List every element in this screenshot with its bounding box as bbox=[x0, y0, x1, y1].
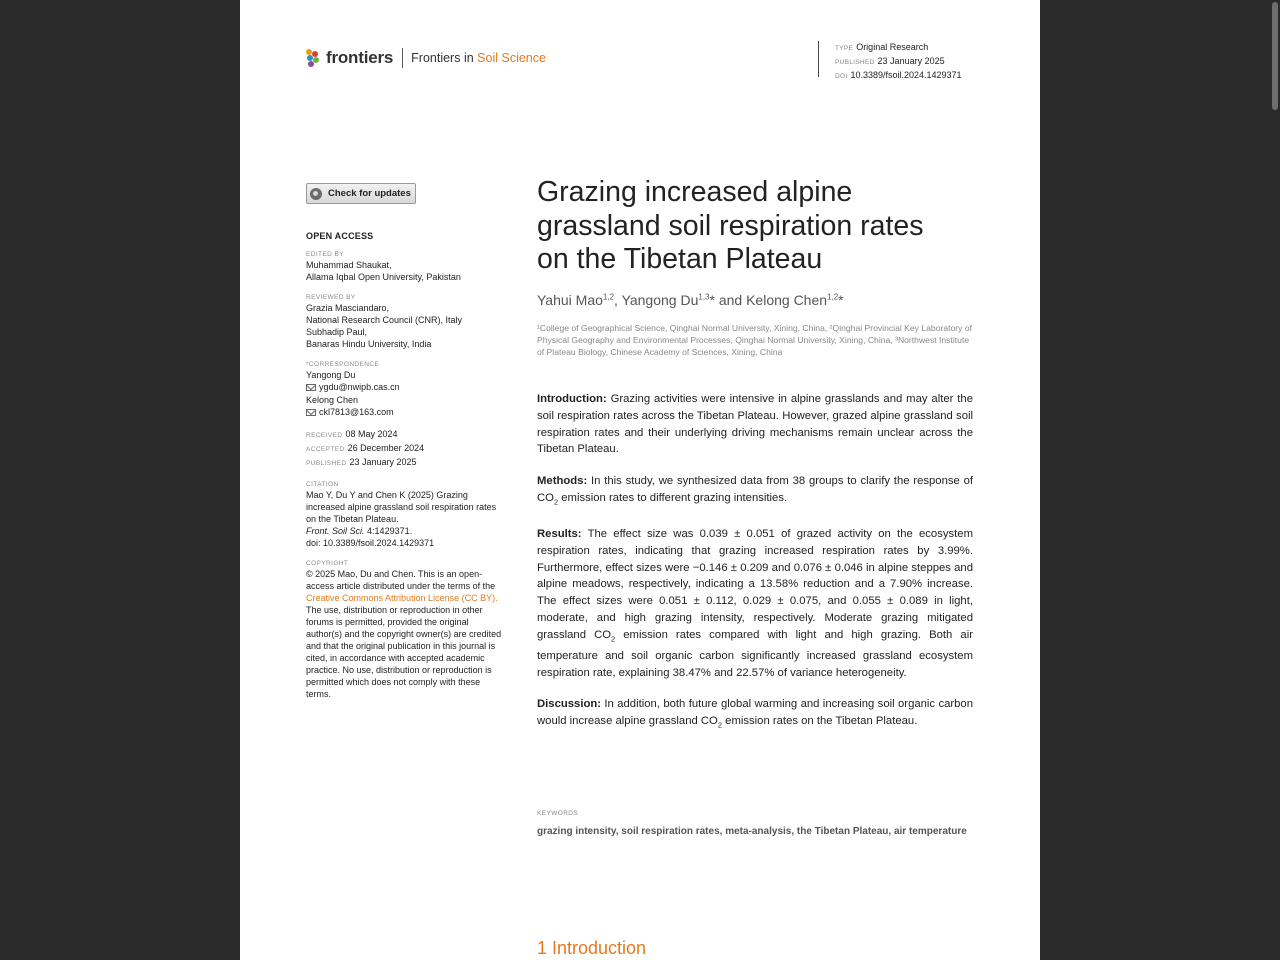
affiliations: ¹College of Geographical Science, Qinghai Normal University, Xining, China, ²Qinghai Provincial Key Laboratory of Physical Geography and Environmental Processes, Qinghai Normal University, Xining, China, ³Northwest Institute of Plateau Biology, Chinese Academy of Sciences, Xining, China bbox=[537, 323, 972, 357]
crossmark-icon bbox=[310, 188, 322, 200]
email-link[interactable]: ygdu@nwipb.cas.cn bbox=[306, 381, 506, 394]
meta-published: PUBLISHED 23 January 2025 bbox=[835, 56, 945, 66]
article-title: Grazing increased alpine grassland soil respiration rates on the Tibetan Plateau bbox=[537, 176, 924, 275]
meta-type: TYPE Original Research bbox=[835, 42, 929, 52]
corresponding-author: Kelong Chen bbox=[306, 394, 359, 405]
copyright-label: COPYRIGHT bbox=[306, 559, 349, 567]
reviewer-name: Subhadip Paul, bbox=[306, 326, 368, 337]
editor-affiliation: Allama Iqbal Open University, Pakistan bbox=[306, 271, 461, 282]
envelope-icon bbox=[306, 409, 316, 416]
dates-block bbox=[306, 428, 506, 470]
author-list: Yahui Mao$^{1,2}$, Yangong Du$^{1,3}$* and Kelong Chen$^{1,2}$* bbox=[537, 292, 844, 308]
reviewer-affiliation: Banaras Hindu University, India bbox=[306, 338, 432, 349]
section-heading: 1 Introduction bbox=[537, 938, 647, 958]
received-date: RECEIVED 08 May 2024 bbox=[306, 428, 398, 439]
article-meta bbox=[818, 41, 962, 80]
keywords: grazing intensity, soil respiration rates, meta-analysis, the Tibetan Plateau, air temperature bbox=[537, 826, 967, 837]
open-access-label: OPEN ACCESS bbox=[306, 230, 374, 241]
logo-wordmark: frontiers bbox=[326, 48, 394, 67]
journal-name: Frontiers in Soil Science bbox=[411, 51, 546, 65]
abstract-introduction: Introduction: Grazing activities were intensive in alpine grasslands and may alter the soil respiration rates across the Tibetan Plateau. However, grazed alpine grassland soil respiration rates and their underlying driving mechanisms remain unclear across the Tibetan Plateau. bbox=[537, 393, 973, 456]
edited-by-label: EDITED BY bbox=[306, 250, 344, 258]
correspondence-label: *CORRESPONDENCE bbox=[306, 360, 380, 368]
published-date: PUBLISHED 23 January 2025 bbox=[306, 456, 417, 467]
reviewer-affiliation: National Research Council (CNR), Italy bbox=[306, 314, 463, 325]
envelope-icon bbox=[306, 384, 316, 391]
abstract-methods: Methods: In this study, we synthesized data from 38 groups to clarify the response of $CO_2$ emission rates to different grazing intensities. bbox=[537, 475, 973, 507]
citation-source: Front. Soil Sci. 4:1429371. bbox=[306, 525, 413, 536]
corresponding-author: Yangong Du bbox=[306, 369, 356, 380]
license-link[interactable]: Creative Commons Attribution License (CC BY). bbox=[306, 592, 498, 603]
accepted-date: ACCEPTED 26 December 2024 bbox=[306, 442, 425, 453]
abstract-results: Results: The effect size was 0.039 ± 0.051 of grazed activity on the ecosystem respiration rates, indicating that grazing increased respiration rates by 3.99%. Furthermore, effect sizes were −0.146 ± 0.209 and 0.076 ± 0.046 in alpine steppes and alpine meadows, respectively, indicating a 13.58% reduction and a 7.90% increase. The effect sizes were 0.051 ± 0.112, 0.029 ± 0.075, and 0.055 ± 0.089 in light, moderate, and high grazing intensity, respectively. Moderate grazing mitigated grassland $CO_2$ emission rates compared with light and high grazing. Both air temperature and soil organic carbon significantly increased grassland ecosystem respiration rate, explaining 38.47% and 22.57% of variance heterogeneity. bbox=[537, 528, 973, 679]
abstract bbox=[537, 391, 973, 749]
scrollbar[interactable] bbox=[1268, 0, 1280, 960]
citation-label: CITATION bbox=[306, 480, 339, 488]
check-updates-button[interactable]: Check for updates bbox=[306, 183, 416, 204]
keywords-label: KEYWORDS bbox=[537, 810, 579, 817]
pdf-page bbox=[240, 0, 1040, 960]
editor-name: Muhammad Shaukat, bbox=[306, 259, 392, 270]
scrollbar-thumb[interactable] bbox=[1272, 2, 1278, 110]
author-name: Kelong Chen bbox=[746, 292, 828, 308]
logo-divider bbox=[402, 48, 403, 68]
email-link[interactable]: ckl7813@163.com bbox=[306, 406, 506, 419]
abstract-discussion: Discussion: In addition, both future global warming and increasing soil organic carbon would increase alpine grassland $CO_2$ emission rates on the Tibetan Plateau. bbox=[537, 698, 973, 730]
frontiers-logo bbox=[306, 47, 546, 69]
frontiers-logo-icon bbox=[306, 49, 322, 67]
copyright-text: © 2025 Mao, Du and Chen. This is an open-access article distributed under the terms of the Creative Commons Attribution License (CC BY). The use, distribution or reproduction in other forums is permitted, provided the original author(s) and the copyright owner(s) are credited and that the original publication in this journal is cited, in accordance with accepted academic practice. No use, distribution or reproduction is permitted which does not comply with these terms. bbox=[306, 568, 502, 699]
reviewed-by-label: REVIEWED BY bbox=[306, 293, 356, 301]
author-name: Yangong Du bbox=[621, 292, 699, 308]
author-name: Yahui Mao bbox=[537, 292, 603, 308]
meta-doi[interactable]: DOI 10.3389/fsoil.2024.1429371 bbox=[835, 70, 962, 80]
citation-text: Mao Y, Du Y and Chen K (2025) Grazing increased alpine grassland soil respiration rates on the Tibetan Plateau. bbox=[306, 489, 497, 524]
reviewer-name: Grazia Masciandaro, bbox=[306, 302, 390, 313]
citation-doi: doi: 10.3389/fsoil.2024.1429371 bbox=[306, 537, 435, 548]
sidebar bbox=[306, 183, 506, 700]
